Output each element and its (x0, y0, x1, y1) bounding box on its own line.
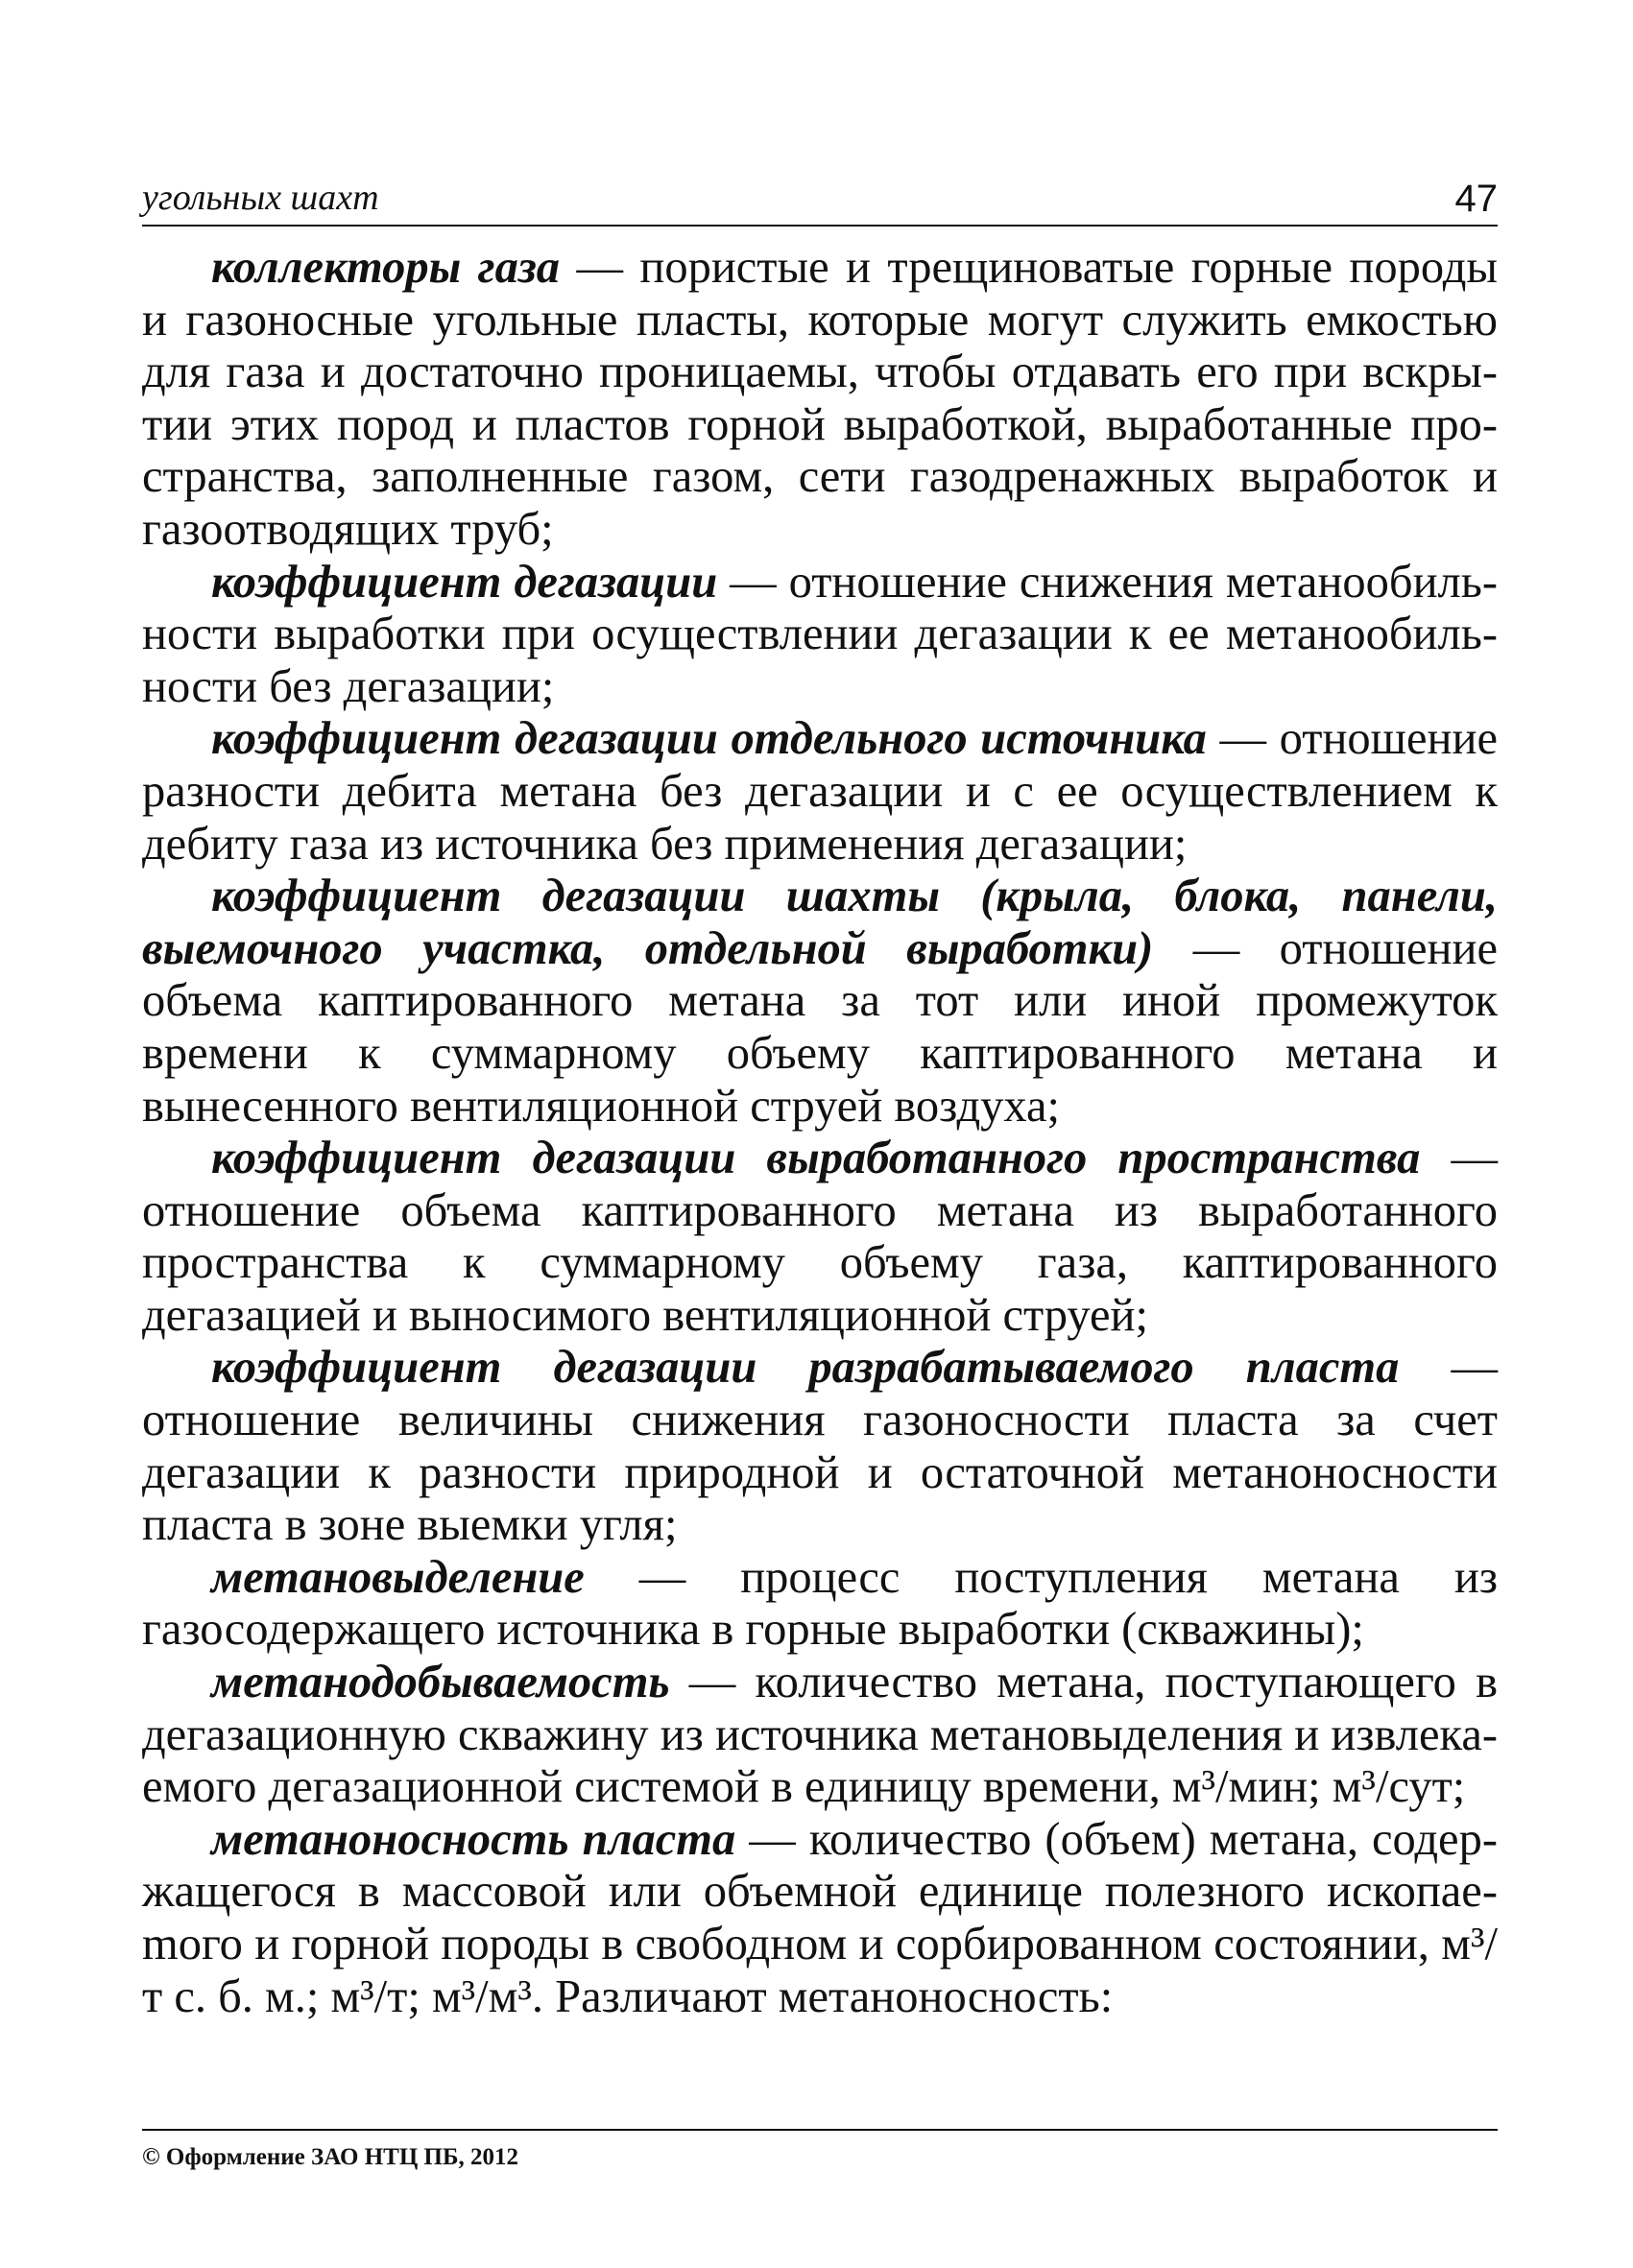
entry-term: метаноносность пласта (211, 1813, 736, 1865)
entry-definition: — отношение снижения метанообильности выработки при осуществлении дегазации к ее метанообильности без дегазации; (142, 556, 1499, 712)
entry-definition: — отношение величины снижения газоносности пласта за счет дегазации к разности природной и остаточной метаноносности пласта в зоне выемки угля; (142, 1342, 1499, 1551)
glossary-entry-goaf-degassing-coefficient (142, 1133, 1498, 1342)
page-number: 47 (1454, 178, 1498, 220)
glossary-entry-mine-degassing-coefficient (142, 871, 1498, 1133)
entry-term: коэффициент дегазации (211, 556, 718, 608)
entry-term: метанодобываемость (211, 1657, 670, 1708)
glossary-entry-methane-drainage-rate (142, 1657, 1498, 1814)
glossary-entry-seam-methane-content (142, 1814, 1498, 2023)
entry-definition: — отношение разности дебита метана без дегазации и с ее осуществлением к дебиту газа из источника без применения дегазации; (142, 713, 1498, 870)
glossary-body (142, 242, 1498, 2023)
entry-term: коэффициент дегазации шахты (крыла, блока, панели, выемочного участка, отдельной выработки) (142, 871, 1498, 974)
entry-term: коллекторы газа (211, 242, 561, 293)
entry-definition: — пористые и трещиноватые горные породы и газоносные угольные пласты, которые могут служить емкостью для газа и достаточно проницаемы, чтобы отдавать его при вскрытии этих пород и пластов горной выработкой, выработанные пространства, заполненные газом, сети газодренажных выработок и газоотводящих труб; (142, 242, 1498, 555)
entry-definition: — количество (объем) метана, содержащегося в массовой или объемной единице полезного ископаеmого и горной породы в свободном и сорбированном состоянии, м³/т с. б. м.; м³/т; м³/м³. Различают метаноносность: (142, 1813, 1498, 2022)
entry-term: метановыделение (211, 1551, 585, 1603)
entry-definition: — отношение объема каптированного метана за тот или иной промежуток времени к суммарному объему каптированного метана и вынесенного вентиляционной струей воздуха; (142, 922, 1498, 1132)
glossary-entry-degassing-coefficient (142, 557, 1498, 714)
running-header (142, 171, 1498, 227)
entry-term: коэффициент дегазации разрабатываемого пласта (211, 1342, 1400, 1394)
entry-definition: — количество метана, поступающего в дегазационную скважину из источника метановыделения и извлекаемого дегазационной системой в единицу времени, м³/мин; м³/сут; (142, 1657, 1498, 1813)
entry-definition: — процесс поступления метана из газосодержащего источника в горные выработки (скважины); (142, 1551, 1498, 1656)
running-title: угольных шахт (142, 178, 379, 218)
footer-rule (142, 2129, 1498, 2131)
glossary-entry-gas-collectors (142, 242, 1498, 557)
glossary-entry-methane-emission (142, 1552, 1498, 1657)
entry-term: коэффициент дегазации отдельного источника (211, 713, 1207, 765)
glossary-entry-seam-degassing-coefficient (142, 1342, 1498, 1551)
copyright-footer: © Оформление ЗАО НТЦ ПБ, 2012 (142, 2144, 518, 2170)
entry-definition: — отношение объема каптированного метана из выработанного пространства к суммарному объему газа, каптированного дегазацией и выносимого вентиляционной струей; (142, 1133, 1498, 1341)
entry-term: коэффициент дегазации выработанного пространства (211, 1133, 1421, 1184)
glossary-entry-source-degassing-coefficient (142, 713, 1498, 871)
